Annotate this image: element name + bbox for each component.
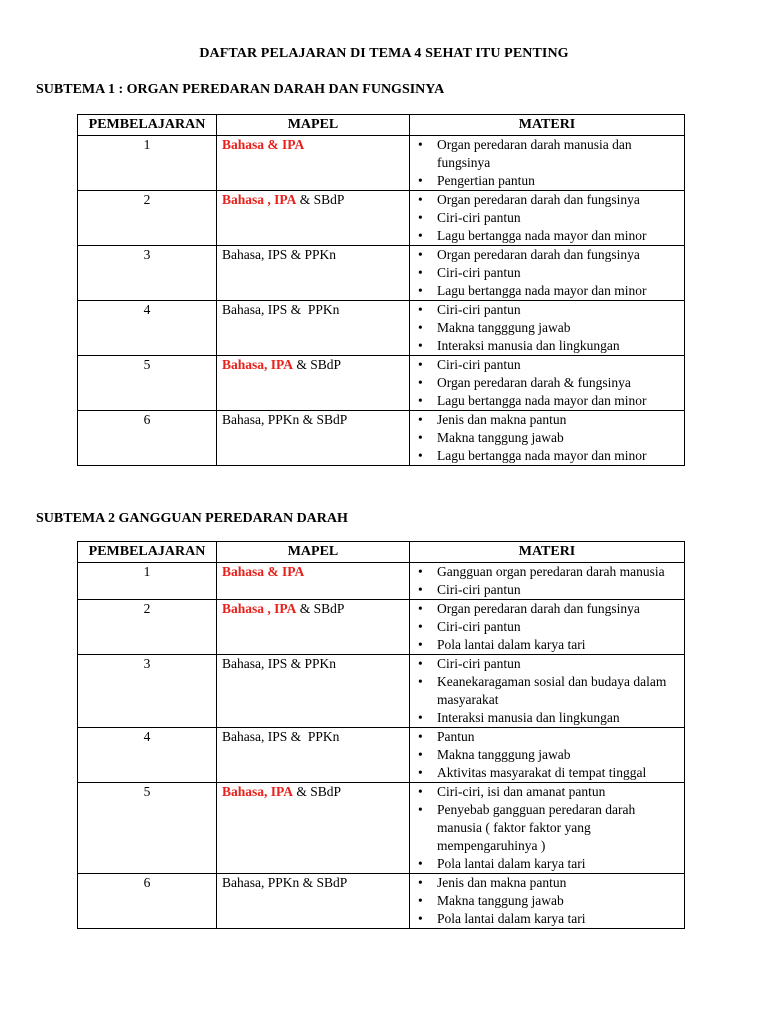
pembelajaran-number: 4 [78,728,217,783]
materi-item: • Makna tangggung jawab [410,746,684,764]
materi-item: • Interaksi manusia dan lingkungan [410,709,684,727]
materi-list [410,191,684,245]
mapel-cell [217,191,410,246]
materi-item: • Organ peredaran darah manusia dan fungsinya [410,136,684,172]
materi-item: • Pantun [410,728,684,746]
materi-item: • Penyebab gangguan peredaran darah manusia ( faktor faktor yang mempengaruhinya ) [410,801,684,855]
pembelajaran-number: 5 [78,783,217,874]
table-header-row [78,115,685,136]
materi-list [410,356,684,410]
mapel-text: Bahasa, IPS & PPKn [222,656,337,671]
mapel-highlight: Bahasa, IPA [222,784,294,799]
materi-list [410,655,684,727]
mapel-cell [217,600,410,655]
table-row [78,783,685,874]
mapel-text: Bahasa, IPS & PPKn [222,729,340,744]
mapel-text: Bahasa, PPKn & SBdP [222,412,348,427]
materi-item: • Ciri-ciri pantun [410,581,684,599]
materi-item: • Organ peredaran darah & fungsinya [410,374,684,392]
header-pembelajaran: PEMBELAJARAN [78,115,217,136]
materi-cell [410,246,685,301]
pembelajaran-number: 5 [78,356,217,411]
mapel-cell [217,136,410,191]
header-mapel: MAPEL [217,542,410,563]
materi-item: • Ciri-ciri pantun [410,356,684,374]
materi-item: • Gangguan organ peredaran darah manusia [410,563,684,581]
table-row [78,191,685,246]
materi-item: • Pengertian pantun [410,172,684,190]
mapel-cell [217,246,410,301]
subtema-1-title: SUBTEMA 1 : ORGAN PEREDARAN DARAH DAN FUNGSINYA [36,82,445,97]
header-mapel: MAPEL [217,115,410,136]
materi-item: • Ciri-ciri pantun [410,655,684,673]
materi-cell [410,136,685,191]
table-header-row [78,542,685,563]
table-row [78,246,685,301]
subtema-2-table [77,541,685,929]
pembelajaran-number: 1 [78,136,217,191]
materi-item: • Ciri-ciri pantun [410,301,684,319]
materi-cell [410,356,685,411]
materi-cell [410,728,685,783]
materi-cell [410,301,685,356]
mapel-cell [217,563,410,600]
materi-list [410,600,684,654]
subtema-2-rows [78,563,685,929]
mapel-text: Bahasa, PPKn & SBdP [222,875,348,890]
header-materi: MATERI [410,115,685,136]
pembelajaran-number: 2 [78,600,217,655]
table-row [78,136,685,191]
table-row [78,563,685,600]
materi-item: • Organ peredaran darah dan fungsinya [410,191,684,209]
materi-item: • Organ peredaran darah dan fungsinya [410,600,684,618]
materi-list [410,874,684,928]
materi-cell [410,655,685,728]
mapel-highlight: Bahasa & IPA [222,564,305,579]
materi-item: • Lagu bertangga nada mayor dan minor [410,447,684,465]
mapel-text: Bahasa, IPS & PPKn [222,302,340,317]
materi-item: • Makna tanggung jawab [410,429,684,447]
materi-cell [410,600,685,655]
mapel-text: & SBdP [296,601,345,616]
materi-item: • Interaksi manusia dan lingkungan [410,337,684,355]
pembelajaran-number: 6 [78,411,217,466]
materi-list [410,783,684,873]
subtema-1-rows [78,136,685,466]
materi-item: • Ciri-ciri pantun [410,618,684,636]
mapel-cell [217,411,410,466]
table-row [78,301,685,356]
mapel-text: & SBdP [293,357,342,372]
materi-item: • Keanekaragaman sosial dan budaya dalam masyarakat [410,673,684,709]
materi-item: • Jenis dan makna pantun [410,411,684,429]
pembelajaran-number: 2 [78,191,217,246]
subtema-2-title: SUBTEMA 2 GANGGUAN PEREDARAN DARAH [36,511,348,526]
pembelajaran-number: 6 [78,874,217,929]
materi-list [410,411,684,465]
mapel-highlight: Bahasa & IPA [222,137,305,152]
materi-item: • Jenis dan makna pantun [410,874,684,892]
header-pembelajaran: PEMBELAJARAN [78,542,217,563]
mapel-cell [217,356,410,411]
mapel-text: Bahasa, IPS & PPKn [222,247,337,262]
materi-item: • Lagu bertangga nada mayor dan minor [410,227,684,245]
table-row [78,356,685,411]
materi-list [410,136,684,190]
mapel-cell [217,301,410,356]
materi-cell [410,874,685,929]
document-title: DAFTAR PELAJARAN DI TEMA 4 SEHAT ITU PENTING [199,46,569,61]
pembelajaran-number: 3 [78,655,217,728]
materi-item: • Lagu bertangga nada mayor dan minor [410,392,684,410]
materi-item: • Lagu bertangga nada mayor dan minor [410,282,684,300]
subtema-1-table [77,114,685,466]
mapel-cell [217,874,410,929]
mapel-highlight: Bahasa , IPA [222,601,297,616]
mapel-highlight: Bahasa , IPA [222,192,297,207]
materi-list [410,728,684,782]
table-row [78,600,685,655]
materi-item: • Ciri-ciri pantun [410,264,684,282]
materi-cell [410,411,685,466]
materi-cell [410,191,685,246]
materi-item: • Pola lantai dalam karya tari [410,910,684,928]
mapel-cell [217,728,410,783]
table-row [78,728,685,783]
table-row [78,411,685,466]
materi-item: • Ciri-ciri pantun [410,209,684,227]
mapel-highlight: Bahasa, IPA [222,357,294,372]
header-materi: MATERI [410,542,685,563]
table-row [78,655,685,728]
mapel-text: & SBdP [293,784,342,799]
materi-item: • Organ peredaran darah dan fungsinya [410,246,684,264]
pembelajaran-number: 4 [78,301,217,356]
materi-list [410,301,684,355]
mapel-text: & SBdP [296,192,345,207]
materi-item: • Pola lantai dalam karya tari [410,855,684,873]
pembelajaran-number: 1 [78,563,217,600]
materi-item: • Makna tanggung jawab [410,892,684,910]
materi-cell [410,783,685,874]
materi-cell [410,563,685,600]
materi-list [410,563,684,599]
mapel-cell [217,655,410,728]
materi-list [410,246,684,300]
materi-item: • Aktivitas masyarakat di tempat tinggal [410,764,684,782]
materi-item: • Ciri-ciri, isi dan amanat pantun [410,783,684,801]
materi-item: • Pola lantai dalam karya tari [410,636,684,654]
pembelajaran-number: 3 [78,246,217,301]
table-row [78,874,685,929]
materi-item: • Makna tangggung jawab [410,319,684,337]
mapel-cell [217,783,410,874]
